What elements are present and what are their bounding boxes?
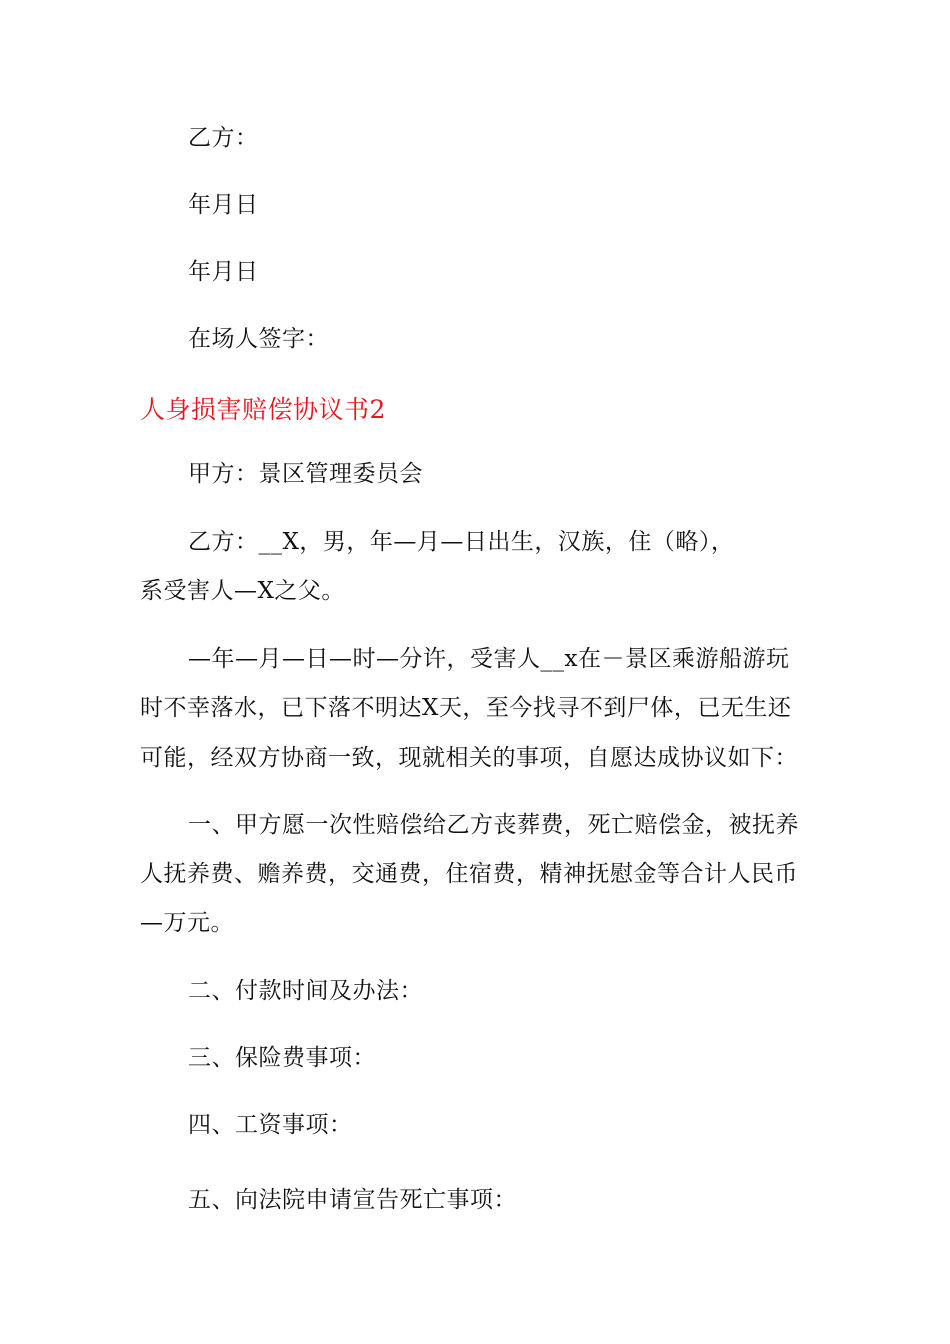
incident-paragraph-line: 可能，经双方协商一致，现就相关的事项，自愿达成协议如下： [140,745,798,771]
date-line: 年月日 [188,192,259,218]
clause-3: 三、保险费事项： [188,1045,376,1071]
section-title: 人身损害赔偿协议书2 [140,395,386,424]
date-line: 年月日 [188,259,259,285]
party-b-line: 乙方：__X，男，年—月—日出生，汉族，住（略）， [188,529,735,555]
party-a-line: 甲方：景区管理委员会 [188,461,423,487]
clause-2: 二、付款时间及办法： [188,978,423,1004]
clause-1-line: —万元。 [140,910,234,936]
witness-signature-label: 在场人签字： [188,326,329,352]
clause-1-line: 一、甲方愿一次性赔偿给乙方丧葬费，死亡赔偿金，被抚养 [188,812,799,838]
clause-1-line: 人抚养费、赡养费，交通费，住宿费，精神抚慰金等合计人民币 [140,861,798,887]
clause-5: 五、向法院申请宣告死亡事项： [188,1187,517,1213]
party-b-line: 系受害人—X之父。 [140,578,345,604]
clause-4: 四、工资事项： [188,1112,353,1138]
incident-paragraph-line: —年—月—日—时—分许，受害人__x在－景区乘游船游玩 [188,646,790,672]
incident-paragraph-line: 时不幸落水，已下落不明达X天，至今找寻不到尸体，已无生还 [140,695,792,721]
party-b-signature-label: 乙方： [188,125,259,151]
